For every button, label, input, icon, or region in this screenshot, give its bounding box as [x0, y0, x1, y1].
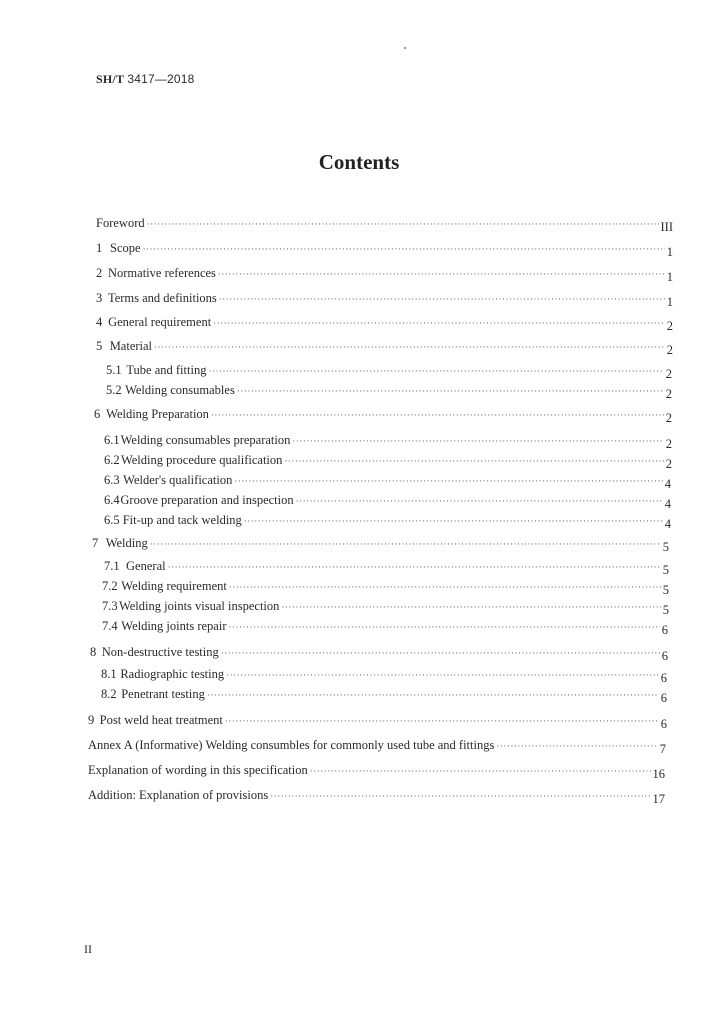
toc-leader-dots — [237, 386, 664, 396]
toc-entry-number: 7 — [92, 536, 99, 550]
toc-entry-page: 16 — [652, 767, 665, 781]
toc-leader-dots — [228, 622, 659, 632]
page-number: II — [84, 942, 92, 956]
toc-leader-dots — [244, 516, 663, 526]
toc-leader-dots — [207, 690, 659, 700]
toc-entry-page: 5 — [662, 540, 669, 554]
toc-entry-page: 2 — [665, 437, 672, 451]
toc-entry-number: 6.2 — [104, 453, 120, 467]
toc-entry-label: Groove preparation and inspection — [120, 493, 294, 507]
toc-leader-dots — [225, 716, 659, 726]
toc-entry-label: Fit-up and tack welding — [122, 513, 242, 527]
toc-leader-dots — [221, 648, 660, 658]
toc-entry-page: 2 — [666, 319, 673, 333]
toc-entry-page: 2 — [666, 343, 673, 357]
toc-entry-page: 1 — [666, 270, 673, 284]
toc-entry-number: 6 — [94, 407, 101, 421]
toc-entry-label: Non-destructive testing — [101, 645, 219, 659]
toc-entry-number: 6.1 — [104, 433, 120, 447]
toc-entry-page: 5 — [662, 563, 669, 577]
toc-leader-dots — [208, 366, 663, 376]
toc-leader-dots — [229, 582, 661, 592]
toc-leader-dots — [281, 602, 660, 612]
toc-entry-number: 8.1 — [101, 667, 117, 681]
toc-entry-number: 9 — [88, 713, 95, 727]
toc-entry[interactable] — [90, 644, 668, 663]
toc-entry[interactable] — [88, 762, 665, 781]
toc-entry[interactable] — [104, 512, 671, 531]
toc-entry-page: III — [660, 220, 673, 234]
toc-entry[interactable] — [101, 686, 667, 705]
toc-entry-label: Welding joints visual inspection — [118, 599, 280, 613]
toc-entry[interactable] — [104, 558, 669, 577]
toc-entry[interactable] — [106, 382, 672, 401]
toc-entry-label: Welding Preparation — [106, 407, 209, 421]
toc-entry-label: Welding consumables preparation — [120, 433, 291, 447]
toc-entry-page: 1 — [666, 245, 673, 259]
toc-entry-label: Welding joints repair — [121, 619, 227, 633]
scan-speck — [404, 47, 406, 49]
toc-entry-label: General requirement — [108, 315, 212, 329]
toc-entry-number: 7.4 — [102, 619, 118, 633]
toc-leader-dots — [496, 741, 657, 751]
toc-entry-page: 17 — [652, 792, 665, 806]
toc-entry-number: 7.3 — [102, 599, 118, 613]
toc-entry-label: Normative references — [107, 266, 216, 280]
toc-entry[interactable] — [96, 290, 673, 309]
toc-entry[interactable] — [102, 578, 669, 597]
toc-entry-label: Material — [109, 339, 153, 353]
toc-entry[interactable] — [104, 492, 671, 511]
toc-entry[interactable] — [88, 712, 667, 731]
document-header — [96, 72, 195, 87]
toc-entry-number: 5.1 — [106, 363, 122, 377]
toc-leader-dots — [211, 410, 664, 420]
toc-entry-page: 4 — [664, 497, 671, 511]
toc-leader-dots — [226, 670, 659, 680]
toc-leader-dots — [154, 342, 665, 352]
toc-entry-page: 6 — [661, 623, 668, 637]
toc-entry[interactable] — [96, 215, 673, 234]
toc-entry-page: 6 — [660, 671, 667, 685]
toc-entry[interactable] — [102, 618, 668, 637]
toc-entry-label: Welding — [105, 536, 148, 550]
toc-entry-label: Welding requirement — [121, 579, 227, 593]
toc-entry[interactable] — [104, 432, 672, 451]
toc-entry-number: 3 — [96, 291, 103, 305]
toc-entry-label: General — [126, 559, 166, 573]
toc-entry[interactable] — [96, 265, 673, 284]
toc-entry-page: 6 — [660, 717, 667, 731]
toc-entry-page: 2 — [665, 387, 672, 401]
toc-entry-page: 5 — [662, 603, 669, 617]
toc-entry[interactable] — [96, 338, 673, 357]
toc-entry-number: 8.2 — [101, 687, 117, 701]
toc-entry-page: 4 — [664, 517, 671, 531]
toc-entry-page: 6 — [661, 649, 668, 663]
toc-entry-number: 6.5 — [104, 513, 120, 527]
toc-leader-dots — [147, 219, 659, 229]
standard-number: 3417—2018 — [127, 72, 195, 86]
toc-leader-dots — [143, 244, 665, 254]
toc-leader-dots — [284, 456, 663, 466]
toc-leader-dots — [219, 294, 665, 304]
toc-entry-label: Annex A (Informative) Welding consumbles for commonly used tube and fittings — [88, 738, 495, 752]
toc-entry-page: 7 — [659, 742, 666, 756]
toc-leader-dots — [218, 269, 665, 279]
toc-entry[interactable] — [104, 452, 672, 471]
toc-leader-dots — [213, 318, 665, 328]
toc-entry-label: Addition: Explanation of provisions — [88, 788, 269, 802]
toc-entry-number: 2 — [96, 266, 103, 280]
toc-entry[interactable] — [96, 240, 673, 259]
toc-entry-number: 1 — [96, 241, 103, 255]
toc-entry-number: 7.1 — [104, 559, 120, 573]
toc-leader-dots — [310, 766, 651, 776]
page-title: Contents — [318, 150, 400, 174]
toc-entry-label: Post weld heat treatment — [99, 713, 223, 727]
toc-entry[interactable] — [92, 535, 669, 554]
toc-entry-number: 5 — [96, 339, 103, 353]
toc-entry-page: 2 — [665, 457, 672, 471]
toc-leader-dots — [234, 476, 662, 486]
toc-entry-page: 2 — [665, 411, 672, 425]
toc-entry-number: 6.4 — [104, 493, 120, 507]
toc-entry-label: Welder's qualification — [123, 473, 233, 487]
toc-entry-label: Explanation of wording in this specification — [88, 763, 308, 777]
toc-entry-label: Scope — [110, 241, 141, 255]
toc-leader-dots — [270, 791, 650, 801]
toc-leader-dots — [150, 539, 661, 549]
toc-leader-dots — [292, 436, 663, 446]
toc-entry-number: 6.3 — [104, 473, 120, 487]
toc-entry[interactable] — [101, 666, 667, 685]
toc-entry-page: 2 — [665, 367, 672, 381]
toc-entry-page: 6 — [660, 691, 667, 705]
standard-code: SH/T — [96, 72, 125, 86]
toc-entry[interactable] — [104, 472, 671, 491]
toc-entry[interactable] — [96, 314, 673, 333]
toc-entry-page: 5 — [662, 583, 669, 597]
toc-entry-label: Terms and definitions — [107, 291, 217, 305]
toc-entry-page: 1 — [666, 295, 673, 309]
toc-entry-label: Welding consumables — [125, 383, 235, 397]
toc-entry[interactable] — [88, 787, 665, 806]
toc-entry-number: 4 — [96, 315, 103, 329]
toc-entry[interactable] — [88, 737, 666, 756]
toc-entry-number: 8 — [90, 645, 97, 659]
toc-entry-label: Tube and fitting — [126, 363, 207, 377]
toc-entry[interactable] — [102, 598, 669, 617]
toc-entry-label: Welding procedure qualification — [120, 453, 283, 467]
toc-entry-page: 4 — [664, 477, 671, 491]
toc-entry-label: Penetrant testing — [121, 687, 205, 701]
toc-leader-dots — [296, 496, 663, 506]
toc-entry[interactable] — [106, 362, 672, 381]
toc-entry-label: Radiographic testing — [120, 667, 225, 681]
toc-entry[interactable] — [94, 406, 672, 425]
toc-entry-number: 5.2 — [106, 383, 122, 397]
toc-entry-label: Foreword — [96, 216, 145, 230]
toc-entry-number: 7.2 — [102, 579, 118, 593]
toc-leader-dots — [168, 562, 661, 572]
